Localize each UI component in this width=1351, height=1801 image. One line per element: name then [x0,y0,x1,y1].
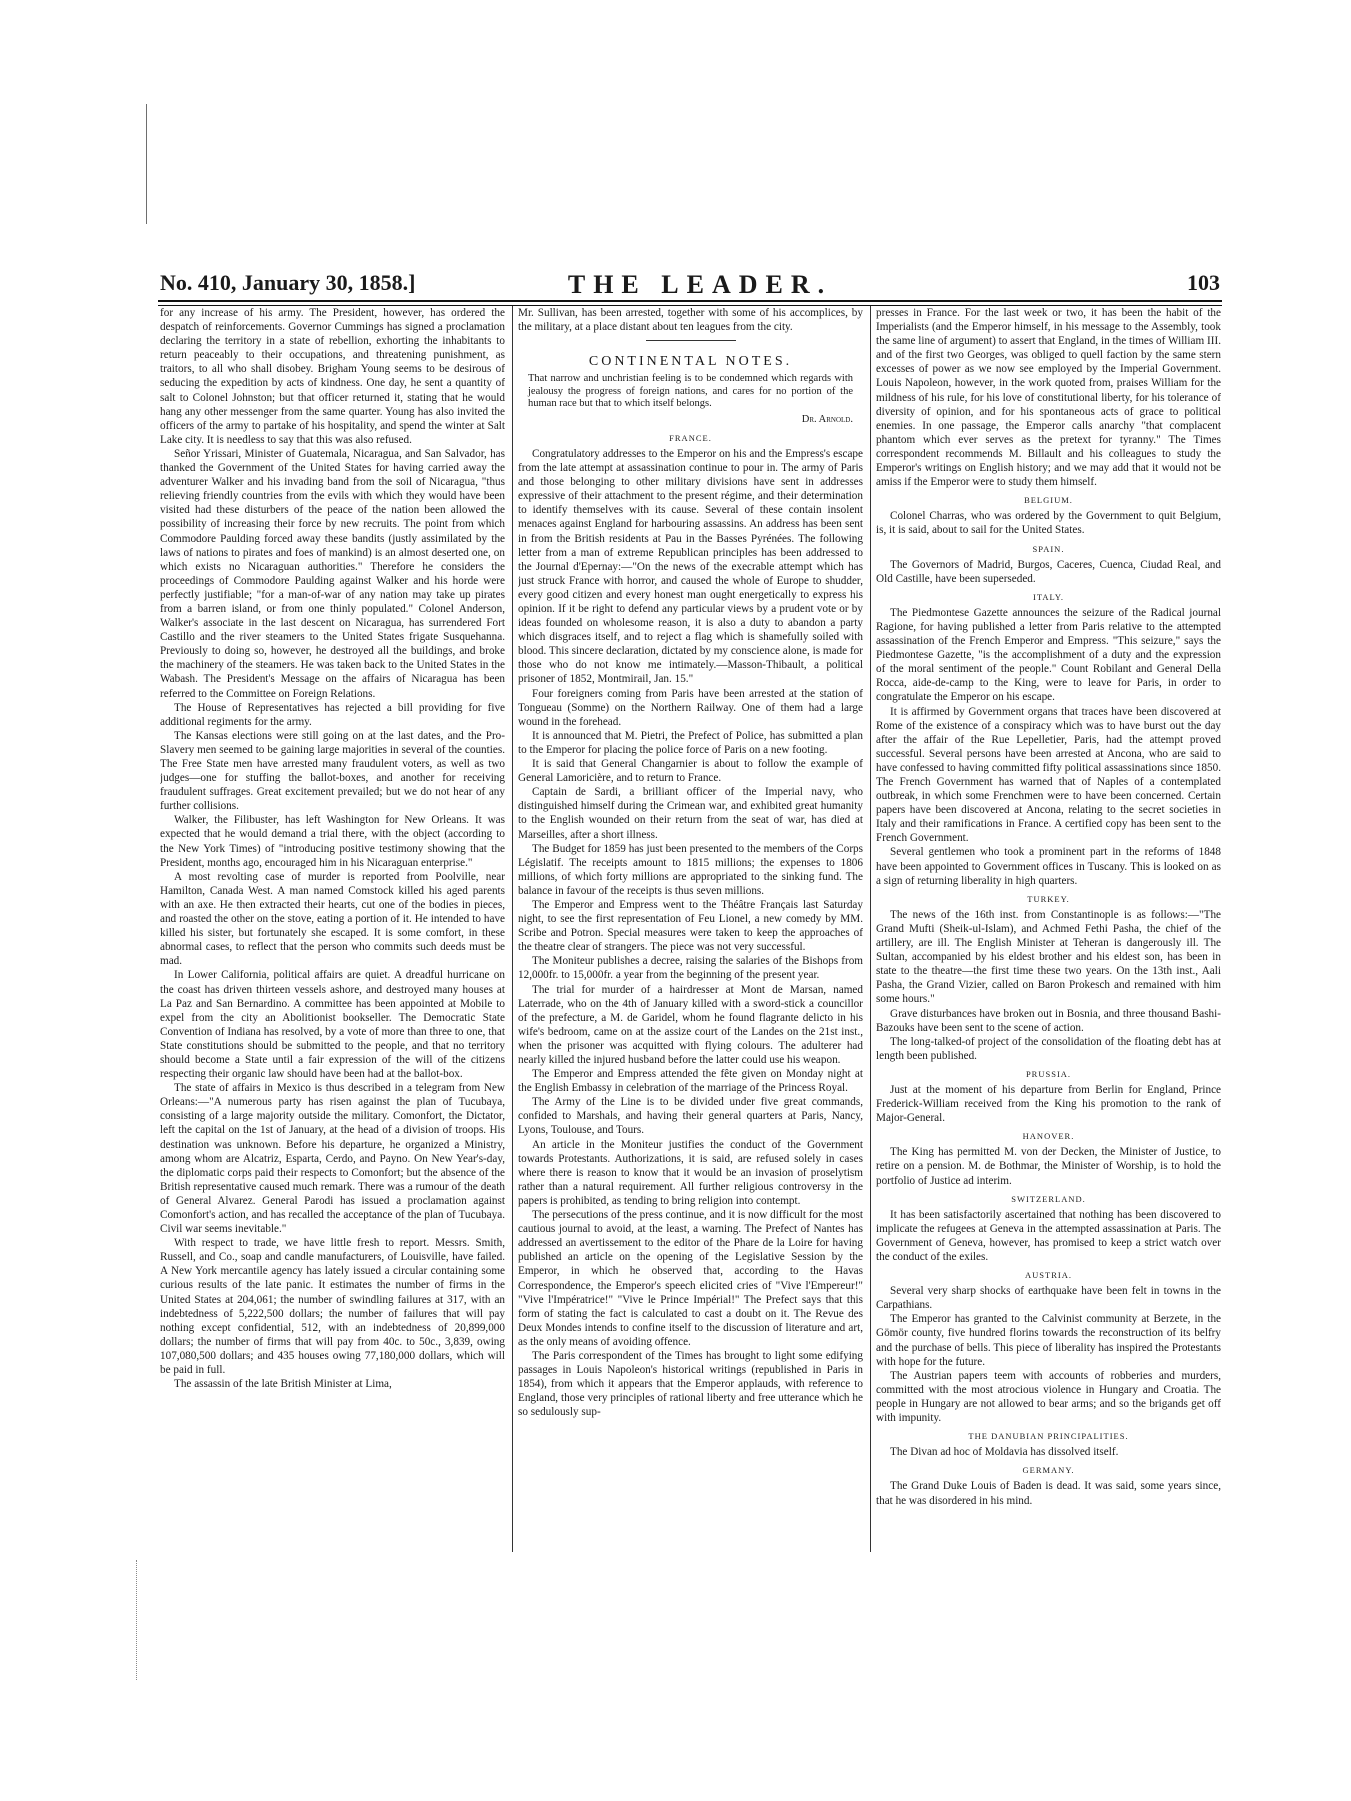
column-2 [518,306,863,1556]
subheading-france: FRANCE. [669,432,712,443]
paragraph: In Lower California, political affairs are quiet. A dreadful hurricane on the coast has driven thirteen vessels ashore, and destroyed many houses at La Paz and San Bernardino. A committee has been appointed at Mobile to expel from the city an Abolitionist bookseller. The Democratic State Convention of Indiana has resolved, by a vote of more than three to one, that State constitutions should be submitted to the people, and that no territory should become a State until a fair expression of the will of the citizens respecting their organic law should have been had at the ballot-box. [160,969,505,1081]
paragraph: It is said that General Changarnier is about to follow the example of General Lamoricière, and to return to France. [518,758,863,785]
paragraph: Mr. Sullivan, has been arrested, together with some of his accomplices, by the military, at a place distant about ten leagues from the city. [518,307,863,334]
masthead [160,270,1220,299]
scan-edge-line [146,104,147,224]
subheading-belgium: BELGIUM. [1024,495,1073,506]
subheading-prussia: PRUSSIA. [1025,1068,1072,1079]
paragraph: The Moniteur publishes a decree, raising the salaries of the Bishops from 12,000fr. to 15,000fr. a year from the beginning of the present year. [518,955,863,982]
column-3 [876,306,1221,1556]
paragraph: for any increase of his army. The President, however, has ordered the despatch of reinforcements. Governor Cummings has signed a proclamation declaring the territory in a state of rebellion, exhorting the inhabitants to return peaceably to their occupations, and threatening punishment, as traitors, to all who shall disobey. Brigham Young seems to be desirous of seducing the expedition by acts of kindness. One day, he sent a quantity of salt to Colonel Johnston; but that officer returned it, stating that he would hang any other messenger from the same quarter. Young has also invited the officers of the army to partake of his hospitality, and spend the winter at Salt Lake city. It is needless to say that this was also refused. [160,307,505,446]
scan-margin-mark [136,1560,147,1680]
epigraph: That narrow and unchristian feeling is to be condemned which regards with jealousy the progress of foreign nations, and cares for no portion of the human race but that to which itself belongs. [528,373,853,410]
paragraph: Grave disturbances have broken out in Bosnia, and three thousand Bashi-Bazouks have been sent to the scene of action. [876,1007,1221,1034]
issue-date: No. 410, January 30, 1858.] [160,270,416,295]
subheading-italy: ITALY. [1033,591,1064,602]
subheading-germany: GERMANY. [1022,1465,1075,1476]
paragraph: A most revolting case of murder is reported from Poolville, near Hamilton, Canada West. A man named Comstock killed his aged parents with an axe. He then extracted their hearts, cut one of the bodies in pieces, and roasted the other on the stove, eating a portion of it. He intended to have killed his sister, but fortunately she escaped. It is some comfort, in these abnormal cases, to reflect that the person who commits such deeds must be mad. [160,870,505,968]
epigraph-author: Dr. Arnold. [801,413,853,425]
paragraph: The Kansas elections were still going on at the last dates, and the Pro-Slavery men seemed to be gaining large majorities in several of the counties. The Free State men have arrested many fraudulent voters, as well as two judges—one for stuffing the ballot-boxes, and another for receiving fraudulent suffrages. Great excitement prevailed; but we do not hear of any further collisions. [160,729,505,813]
page-number: 103 [1187,270,1220,295]
paragraph: The Grand Duke Louis of Baden is dead. It was said, some years since, that he was disordered in his mind. [876,1480,1221,1507]
paragraph: The persecutions of the press continue, and it is now difficult for the most cautious journal to avoid, at the least, a warning. The Prefect of Nantes has addressed an avertissement to the editor of the Phare de la Loire for having published an article on the opening of the Legislative Session by the Emperor, in which he observed that, according to the Havas Correspondence, the Emperor's speech elicited cries of "Vive l'Empereur!" "Vive l'Impératrice!" "Vive le Prince Impérial!" The Prefect says that this form of stating the fact is calculated to cast a doubt on it. The Revue des Deux Mondes intends to confine itself to the discussion of literature and art, as the only means of avoiding offence. [518,1209,863,1348]
subheading-danubian-principalities: THE DANUBIAN PRINCIPALITIES. [968,1431,1129,1442]
newspaper-title: THE LEADER. [567,270,833,299]
paragraph: The Piedmontese Gazette announces the seizure of the Radical journal Ragione, for having published a letter from Paris relative to the attempted assassination of the French Emperor and Empress. "This seizure," says the Piedmontese Gazette, "is the accomplishment of a duty and the expression of the moral sentiment of the people." Count Robilant and General Della Rocca, aide-de-camp to the King, were to leave for Paris, in order to congratulate the Emperor on his escape. [876,606,1221,704]
paragraph: The Emperor and Empress attended the fête given on Monday night at the English Embassy in celebration of the marriage of the Princess Royal. [518,1068,863,1095]
paragraph: The assassin of the late British Minister at Lima, [174,1378,392,1391]
paragraph: An article in the Moniteur justifies the conduct of the Government towards Protestants. Authorizations, it is said, are refused solely in cases where there is reason to know that it would be an invasion of proselytism rather than a natural requirement. All further religious controversy in the papers is prohibited, as tending to bring religion into contempt. [518,1138,863,1207]
paragraph: Just at the moment of his departure from Berlin for England, Prince Frederick-William received from the King his promotion to the rank of Major-General. [876,1083,1221,1125]
subheading-austria: AUSTRIA. [1025,1270,1072,1281]
paragraph: The House of Representatives has rejected a bill providing for five additional regiments for the army. [160,701,505,728]
paragraph: Congratulatory addresses to the Emperor on his and the Empress's escape from the late attempt at assassination continue to pour in. The army of Paris and those belonging to other military divisions have sent in addresses expressive of their attachment to the present régime, and their determination to identify themselves with its cause. Several of these contain insolent menaces against England for harbouring assassins. An address has been sent in from the British residents at Pau in the Basses Pyrénées. The following letter from a man of extreme Republican principles has been addressed to the Journal d'Epernay:—"On the news of the execrable attempt which has just struck France with horror, and caused the whole of Europe to shudder, every good citizen and every honest man ought energetically to express his opinion. If it be right to defend any particular views by a prudent vote or by ideas founded on wholesome reason, it is also a duty to abandon a party which disgraces itself, and to reject a flag which is shamefully soiled with blood. This sincere declaration, dictated by my conscience alone, is made for those who do not know me intimately.—Masson-Thibault, a political prisoner of 1852, Montmirail, Jan. 15." [518,447,863,686]
paragraph: The Emperor and Empress went to the Théâtre Français last Saturday night, to see the first representation of Feu Lionel, a new comedy by MM. Scribe and Potron. Special measures were taken to keep the approaches of the theatre clear of strangers. The piece was not very successful. [518,898,863,954]
column-divider [870,306,871,1552]
paragraph: The Austrian papers teem with accounts of robberies and murders, committed with the most atrocious violence in Hungary and Croatia. The people in Hungary are not allowed to bear arms; and so the brigands get off with impunity. [876,1369,1221,1425]
column-1 [160,306,505,1556]
paragraph: Colonel Charras, who was ordered by the Government to quit Belgium, is, it is said, about to sail for the United States. [876,510,1221,537]
subheading-switzerland: SWITZERLAND. [1011,1193,1086,1204]
paragraph: With respect to trade, we have little fresh to report. Messrs. Smith, Russell, and Co., soap and candle manufacturers, of Louisville, have failed. A New York mercantile agency has lately issued a circular containing some curious results of the late panic. It estimates the number of firms in the United States at 204,061; the number of swindling failures at 317, with an indebtedness of 5,222,500 dollars; the number of failures that will pay nothing except confidential, 512, with an indebtedness of 20,899,000 dollars; the number of firms that will pay from 40c. to 50c., 3,839, owing 107,080,500 dollars; and 435 houses owing 77,180,000 dollars, which will be paid in full. [160,1237,505,1377]
paragraph: The news of the 16th inst. from Constantinople is as follows:—"The Grand Mufti (Sheik-ul-Islam), and Achmed Fethi Pasha, the chief of the artillery, are ill. The English Minister at Teheran is dangerously ill. The Sultan, accompanied by his eldest brother and his eldest son, has been in state to the theatre—the first time these two years. On the 13th inst., Aali Pasha, the Grand Vizier, called on Baron Prokesch and remained with him some hours." [876,908,1221,1006]
paragraph: The Budget for 1859 has just been presented to the members of the Corps Législatif. The receipts amount to 1815 millions; the expenses to 1806 millions, of which forty millions are appropriated to the sinking fund. The balance in favour of the receipts is thus seven millions. [518,842,863,897]
subheading-spain: SPAIN. [1032,543,1065,554]
section-rule [646,340,736,341]
paragraph: The Governors of Madrid, Burgos, Caceres, Cuenca, Ciudad Real, and Old Castille, have been superseded. [876,558,1221,585]
paragraph: Captain de Sardi, a brilliant officer of the Imperial navy, who distinguished himself during the Crimean war, and exhibited great humanity to the English wounded on their return from the seat of war, has died at Marseilles, after a short illness. [518,786,863,841]
paragraph: The long-talked-of project of the consolidation of the floating debt has at length been published. [876,1035,1221,1062]
paragraph: The trial for murder of a hairdresser at Mont de Marsan, named Laterrade, who on the 4th of January killed with a sword-stick a councillor of the prefecture, a M. de Garidel, whom he found flagrante delicto in his wife's bedroom, came on at the assize court of the Landes on the 21st inst., when the prisoner was acquitted with flying colours. The adulterer had nearly killed the injured husband before the latter could use his weapon. [518,983,863,1066]
paragraph: Walker, the Filibuster, has left Washington for New Orleans. It was expected that he would demand a trial there, with the object (according to the New York Times) of "introducing positive testimony showing that the President, months ago, encouraged him in his Nicaraguan enterprise." [160,814,505,869]
paragraph: Several very sharp shocks of earthquake have been felt in towns in the Carpathians. [876,1285,1221,1312]
paragraph: presses in France. For the last week or two, it has been the habit of the Imperialists (and the Emperor himself, in his message to the Assembly, took the same line of argument) to assert that England, in the times of William III. and of the first two Georges, was obliged to quell faction by the same stern excesses of power as we now see employed by the Imperial Government. Louis Napoleon, however, in the work quoted from, praises William for the mildness of his rule, for his love of constitutional liberty, for his tolerance of diversity of opinion, and for his spontaneous acts of grace to political enemies. In one passage, the Emperor calls anarchy "that complacent phantom which ever serves as the pretext for tyranny." The Times correspondent recommends M. Billault and his colleagues to study the Emperor's writings on English history; and we may add that it would not be amiss if the Emperor were to study them himself. [876,307,1221,489]
paragraph: The Army of the Line is to be divided under five great commands, confided to Marshals, and having their general quarters at Paris, Nancy, Lyons, Toulouse, and Tours. [518,1096,863,1137]
paragraph: Señor Yrissari, Minister of Guatemala, Nicaragua, and San Salvador, has thanked the Government of the United States for having carried away the adventurer Walker and his invading band from the soil of Nicaragua, "thus relieving friendly countries from the evils with which they would have been visited had these disturbers of the peace of the nation been allowed the possibility of increasing their force by new recruits. The point from which Commodore Paulding forced away these bandits (justly assimilated by the laws of nations to pirates and foes of mankind) is an almost deserted one, on which exists no Nicaraguan authorities." Therefore he considers the proceedings of Commodore Paulding against Walker and his horde were perfectly justifiable; "for a man-of-war of any nation may take up pirates from a barren island, or from one thinly populated." Colonel Anderson, Walker's associate in the last descent on Nicaragua, has surrendered Fort Castillo and the river steamers to the United States frigate Susquehanna. Previously to doing so, however, he destroyed all the buildings, and broke the machinery of the steamers. He was taken back to the United States in the Wabash. The President's Message on the affairs of Nicaragua has been referred to the Committee on Foreign Relations. [160,447,505,700]
subheading-hanover: HANOVER. [1022,1131,1075,1142]
paragraph: Four foreigners coming from Paris have been arrested at the station of Tongueau (Somme) on the Northern Railway. One of them had a large wound in the forehead. [518,687,863,728]
paragraph: The Emperor has granted to the Calvinist community at Berzete, in the Gömör county, five hundred florins towards the reconstruction of its belfry and the purchase of bells. This piece of liberality has inspired the Protestants with hope for the future. [876,1313,1221,1368]
paragraph: Several gentlemen who took a prominent part in the reforms of 1848 have been appointed to Government offices in Tuscany. This is looked on as a sign of returning liberality in high quarters. [876,846,1221,887]
column-divider [512,306,513,1552]
section-title: CONTINENTAL NOTES. [588,354,793,370]
paragraph: The Paris correspondent of the Times has brought to light some edifying passages in Louis Napoleon's historical writings (republished in Paris in 1854), from which it appears that the Emperor applauds, with reference to England, those very principles of rational liberty and free utterance which he so sedulously sup- [518,1349,863,1419]
paragraph: It is affirmed by Government organs that traces have been discovered at Rome of the existence of a conspiracy which was to have burst out the day after the affair of the Rue Lepelletier, Paris, had the attempt proved successful. Several persons have been arrested at Ancona, who are said to have confessed to having committed fifty political assassinations since 1850. The French Government has warned that of Naples of a contemplated outbreak, in which some Frenchmen were to have been concerned. Certain papers have been discovered at Ancona, relating to the secret societies in Italy and their ramifications in France. A certified copy has been sent to the French Government. [876,705,1221,845]
subheading-turkey: TURKEY. [1027,893,1070,904]
paragraph: It is announced that M. Pietri, the Prefect of Police, has submitted a plan to the Emperor for placing the police force of Paris on a new footing. [518,729,863,756]
paragraph: The King has permitted M. von der Decken, the Minister of Justice, to retire on a pension. M. de Bothmar, the Minister of Worship, is to hold the portfolio of Justice ad interim. [876,1146,1221,1187]
paragraph: It has been satisfactorily ascertained that nothing has been discovered to implicate the refugees at Geneva in the attempted assassination at Paris. The Government of Geneva, however, has promised to keep a strict watch over the conduct of the exiles. [876,1208,1221,1263]
paragraph: The state of affairs in Mexico is thus described in a telegram from New Orleans:—"A numerous party has risen against the plan of Tucubaya, consisting of a large majority outside the military. Comonfort, the Dictator, left the capital on the 1st of January, at the head of a division of troops. His destination was unknown. Before his departure, he organized a Ministry, among whom are Alcatriz, Esparta, Cerdo, and Payno. On New Year's-day, the diplomatic corps paid their respects to Comonfort; but the absence of the British representative caused much remark. There was a rumour of the death of General Alvarez. General Parodi has issued a proclamation against Comonfort's action, and has recalled the acceptance of the plan of Tucubaya. Civil war seems inevitable." [160,1082,505,1236]
paragraph: The Divan ad hoc of Moldavia has dissolved itself. [890,1446,1119,1459]
